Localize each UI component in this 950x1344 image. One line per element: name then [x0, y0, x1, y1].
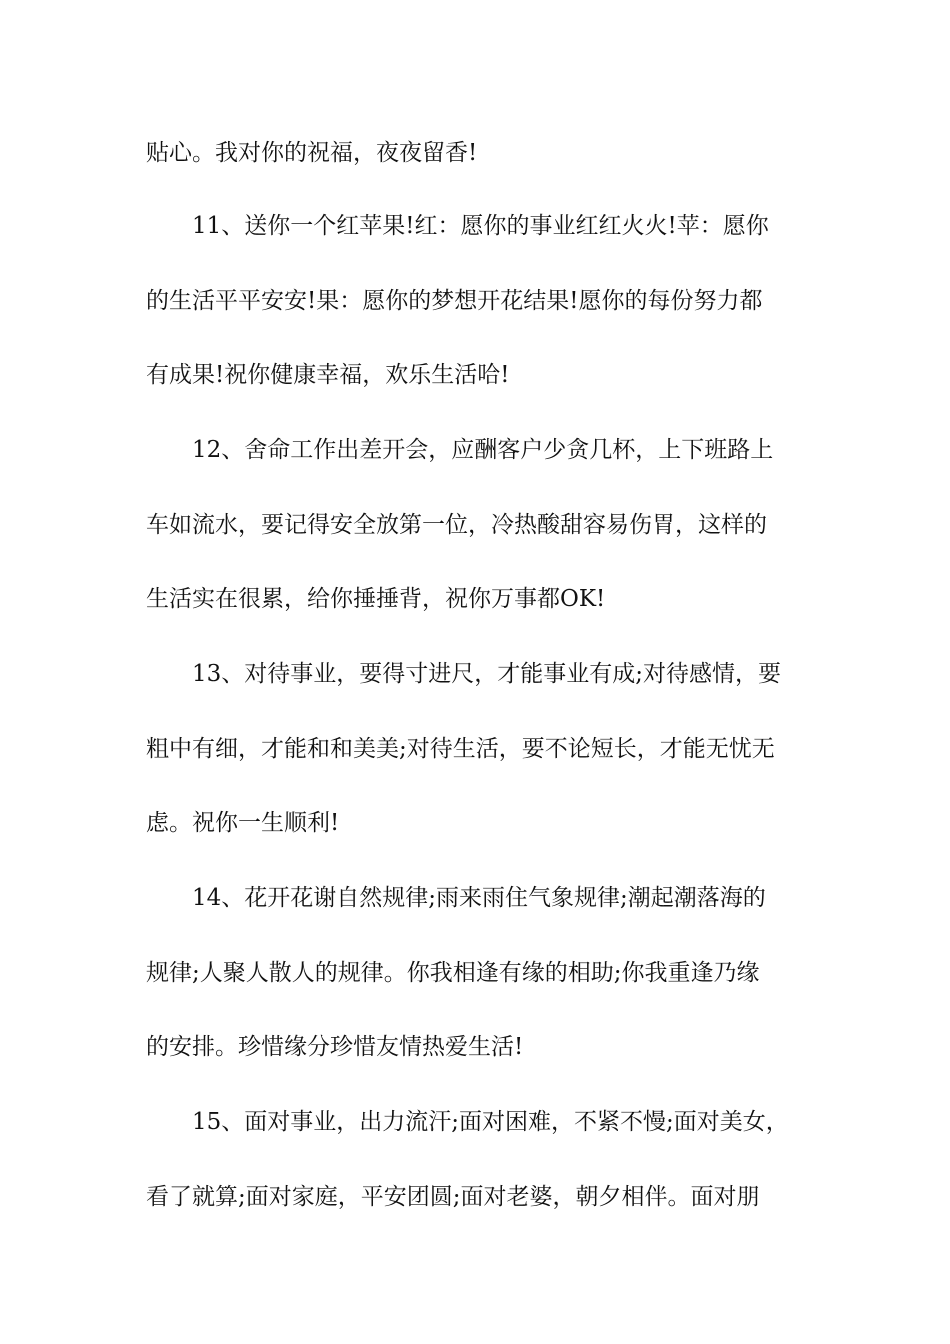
text-line: 车如流水，要记得安全放第一位，冷热酸甜容易伤胃，这样的	[146, 512, 767, 538]
text-line: 有成果!祝你健康幸福，欢乐生活哈!	[146, 362, 510, 388]
text-line: 13、对待事业，要得寸进尺，才能事业有成;对待感情，要	[192, 661, 782, 687]
text-line: 11、送你一个红苹果!红：愿你的事业红红火火!苹：愿你	[192, 213, 769, 239]
text-line: 14、花开花谢自然规律;雨来雨住气象规律;潮起潮落海的	[192, 885, 766, 911]
text-line: 看了就算;面对家庭，平安团圆;面对老婆，朝夕相伴。面对朋	[146, 1184, 760, 1210]
text-line: 规律;人聚人散人的规律。你我相逢有缘的相助;你我重逢乃缘	[146, 960, 760, 986]
text-line: 贴心。我对你的祝福，夜夜留香!	[146, 140, 478, 166]
text-line: 生活实在很累，给你捶捶背，祝你万事都OK!	[146, 586, 606, 612]
text-line: 虑。祝你一生顺利!	[146, 810, 340, 836]
text-line: 15、面对事业，出力流汗;面对困难，不紧不慢;面对美女，	[192, 1109, 789, 1135]
text-line: 粗中有细，才能和和美美;对待生活，要不论短长，才能无忧无	[146, 736, 775, 762]
text-line: 的安排。珍惜缘分珍惜友情热爱生活!	[146, 1034, 524, 1060]
text-line: 12、舍命工作出差开会，应酬客户少贪几杯，上下班路上	[192, 437, 774, 463]
text-line: 的生活平平安安!果：愿你的梦想开花结果!愿你的每份努力都	[146, 288, 763, 314]
